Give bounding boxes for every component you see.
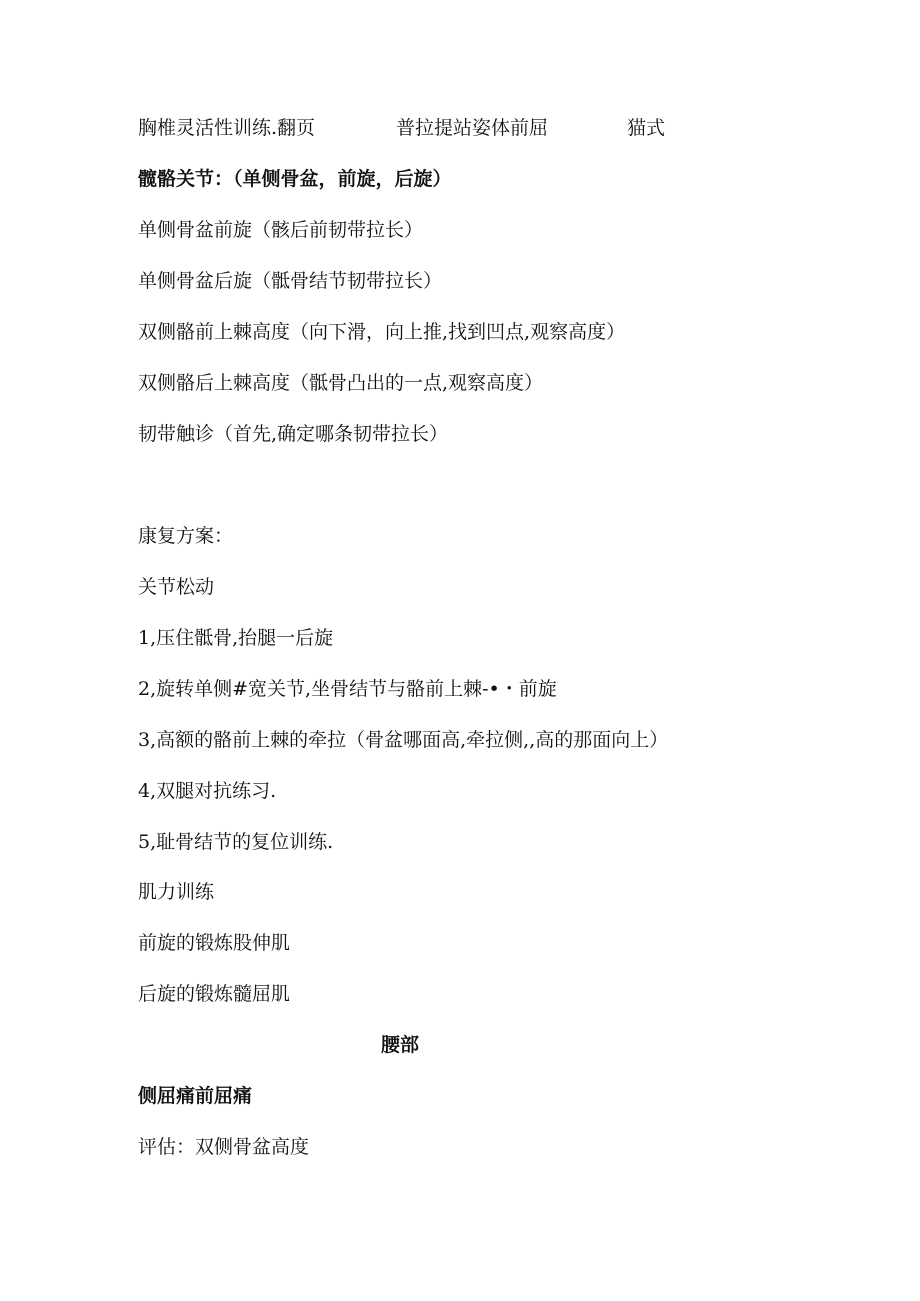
rehab-step-4: 4,双腿对抗练习. <box>138 780 277 802</box>
joint-mobilization-label: 关节松动 <box>138 576 215 598</box>
hip-item-asis-height: 双侧骼前上棘高度（向下滑，向上推,找到凹点,观察高度） <box>138 321 626 343</box>
rehab-step-1: 1,压住骶骨,抬腿一后旋 <box>138 627 334 649</box>
strength-item-anterior: 前旋的锻炼股伸肌 <box>138 932 291 954</box>
lumbar-section-title: 腰部 <box>380 1034 419 1056</box>
hip-joint-heading: 髋骼关节：（单侧骨盆，前旋，后旋） <box>138 168 452 190</box>
hip-item-psis-height: 双侧骼后上棘高度（骶骨凸出的一点,观察高度） <box>138 372 544 394</box>
rehab-step-5: 5,耻骨结节的复位训练. <box>138 831 334 853</box>
exercise-thoracic-mobility: 胸椎灵活性训练.翻页 <box>138 117 316 139</box>
hip-item-ligament-palpation: 韧带触诊（首先,确定哪条韧带拉长） <box>138 423 449 445</box>
exercise-row <box>138 116 838 140</box>
strength-training-label: 肌力训练 <box>138 881 215 903</box>
rehab-step-3: 3,高额的骼前上棘的牵拉（骨盆哪面高,牵拉侧,,高的那面向上） <box>138 729 669 751</box>
strength-item-posterior: 后旋的锻炼髓屈肌 <box>138 983 291 1005</box>
lumbar-subheading: 侧屈痛前屈痛 <box>138 1085 253 1107</box>
exercise-pilates-standing-forward-bend: 普拉提站姿体前屈 <box>396 117 549 139</box>
rehab-step-2: 2,旋转单侧#宽关节,坐骨结节与骼前上棘-•・前旋 <box>138 678 557 700</box>
exercise-cat-pose: 猫式 <box>627 117 666 139</box>
hip-item-anterior-rotation: 单侧骨盆前旋（骸后前韧带拉长） <box>138 219 424 241</box>
lumbar-assessment: 评估：双侧骨盆高度 <box>138 1136 310 1158</box>
hip-item-posterior-rotation: 单侧骨盆后旋（骶骨结节韧带拉长） <box>138 270 443 292</box>
rehab-heading: 康复方案： <box>138 525 234 547</box>
